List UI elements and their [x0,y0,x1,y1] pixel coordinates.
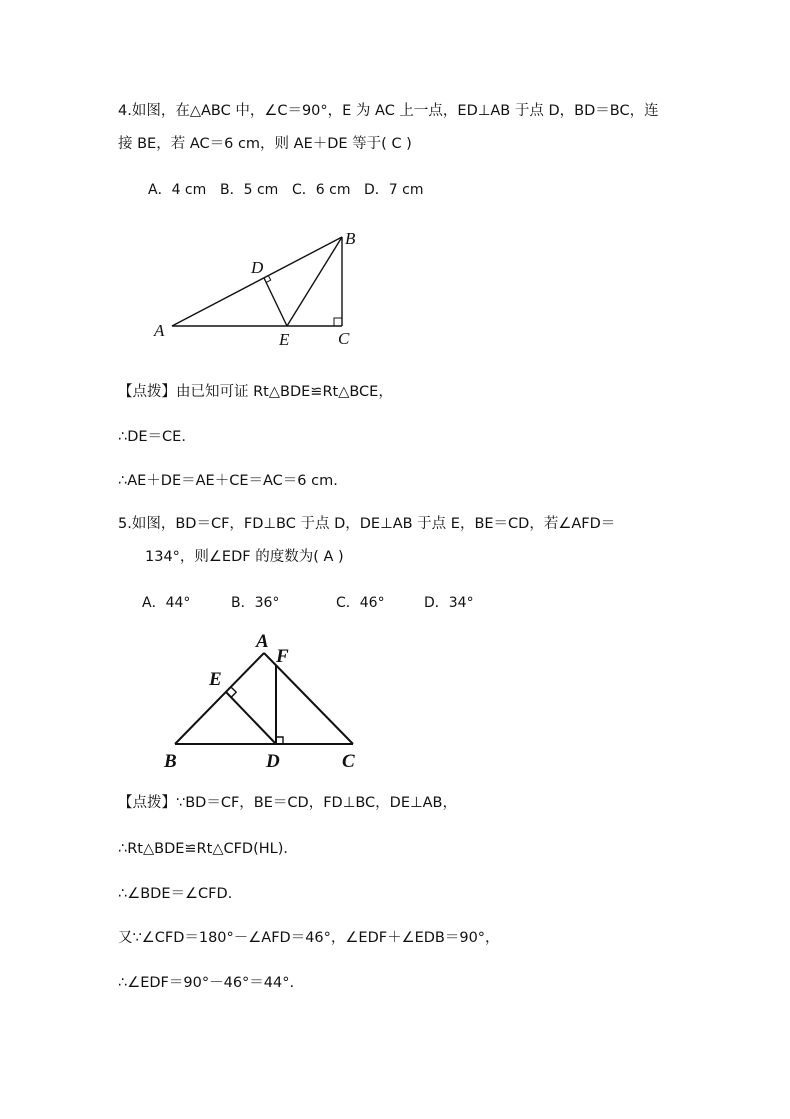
q5-hint-line1: 【点拨】∵BD＝CF，BE＝CD，FD⊥BC，DE⊥AB， [118,795,457,811]
q5-hint-line2: ∴Rt△BDE≌Rt△CFD(HL)． [118,841,298,857]
q5-label-c: C [342,751,355,772]
q5-option-a: A．44° [142,595,191,611]
q4-label-c: C [338,329,350,348]
q4-option-c: C．6 cm [292,182,351,198]
q4-triangle-figure [0,0,790,400]
q5-label-a: A [256,631,269,652]
q4-label-d: D [251,258,264,277]
q4-label-a: A [154,321,165,340]
q5-option-c: C．46° [336,595,385,611]
q5-hint-line3: ∴∠BDE＝∠CFD. [118,886,233,902]
q4-stem-line2: 接 BE，若 AC＝6 cm，则 AE＋DE 等于( C ) [118,136,412,152]
q5-label-d: D [266,751,280,772]
q4-option-b: B．5 cm [220,182,279,198]
q4-right-angle-c [334,318,342,326]
q4-segment-ab [172,237,342,326]
q4-hint-line3: ∴AE＋DE＝AE＋CE＝AC＝6 cm. [118,473,338,489]
q5-option-b: B．36° [231,595,280,611]
q4-label-b: B [345,229,356,248]
q5-right-angle-e [231,687,236,698]
q5-label-f: F [276,646,289,667]
q5-stem-line2: 134°，则∠EDF 的度数为( A ) [145,549,344,565]
q5-segment-ab [175,653,264,744]
q4-option-d: D．7 cm [364,182,424,198]
q4-hint-line2: ∴DE＝CE. [118,429,186,445]
q5-right-angle-d [276,737,283,744]
q5-label-e: E [209,669,222,690]
q4-segment-be [287,237,342,326]
q4-label-e: E [279,330,290,349]
q5-hint-line5: ∴∠EDF＝90°－46°＝44°. [118,975,295,991]
q5-label-b: B [164,751,177,772]
q5-segment-ed [226,692,276,744]
q5-hint-line4: 又∵∠CFD＝180°－∠AFD＝46°，∠EDF＋∠EDB＝90°， [118,930,500,946]
q5-option-d: D．34° [424,595,474,611]
q4-stem-line1: 4.如图，在△ABC 中，∠C＝90°，E 为 AC 上一点，ED⊥AB 于点 D，BD＝BC，连 [118,103,659,119]
q4-hint-line1: 【点拨】由已知可证 Rt△BDE≌Rt△BCE， [118,384,393,400]
q5-triangle-figure [0,620,790,780]
q4-segment-de [264,278,287,326]
q5-stem-line1: 5.如图，BD＝CF，FD⊥BC 于点 D，DE⊥AB 于点 E，BE＝CD，若∠AFD＝ [118,516,616,532]
q4-option-a: A．4 cm [148,182,207,198]
